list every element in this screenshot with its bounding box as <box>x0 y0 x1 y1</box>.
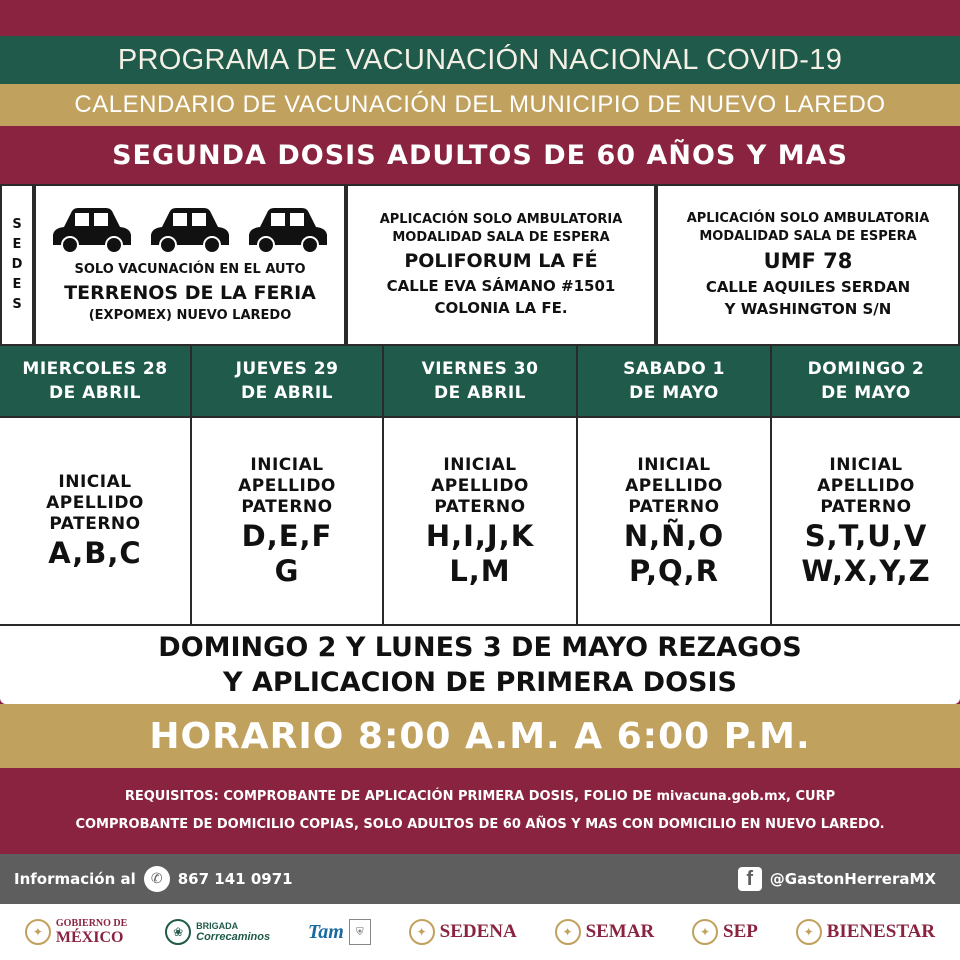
day-body <box>578 418 770 624</box>
letters: D,E,F <box>241 518 333 553</box>
letters: W,X,Y,Z <box>801 553 931 588</box>
day-month: DE ABRIL <box>433 383 526 403</box>
brigada-name: Correcaminos <box>196 931 271 943</box>
day-header <box>772 346 960 416</box>
brigada-small: BRIGADA <box>196 921 239 931</box>
brigada-logo <box>165 919 270 945</box>
surname-label: APELLIDO <box>46 493 144 513</box>
requirements <box>0 768 960 854</box>
day-column <box>0 346 190 626</box>
day-column <box>384 346 576 626</box>
sedes-letter: S <box>12 217 22 232</box>
eagle-seal-icon: ✦ <box>25 919 51 945</box>
paternal-label: PATERNO <box>49 514 141 534</box>
day-body <box>772 418 960 624</box>
venue-poliforum <box>348 186 654 344</box>
venue-mode: SOLO VACUNACIÓN EN EL AUTO <box>74 262 306 277</box>
venue-mode: APLICACIÓN SOLO AMBULATORIA <box>686 211 930 226</box>
day-column <box>578 346 770 626</box>
day-month: DE ABRIL <box>48 383 141 403</box>
sep-text: SEP <box>723 921 758 942</box>
logo-strip <box>0 904 960 960</box>
brigada-text <box>196 921 270 943</box>
schedule-hours: HORARIO 8:00 A.M. A 6:00 P.M. <box>0 704 960 768</box>
day-body <box>192 418 382 624</box>
info-label: Información al <box>14 870 136 888</box>
day-body <box>0 418 190 624</box>
sedena-logo <box>409 919 517 945</box>
venue-feria <box>36 186 344 344</box>
day-name: DOMINGO 2 <box>807 359 925 379</box>
requirements-line: COMPROBANTE DE DOMICILIO COPIAS, SOLO ADULTOS DE 60 AÑOS Y MAS CON DOMICILIO EN NUEVO LAREDO. <box>75 817 885 832</box>
initial-label: INICIAL <box>58 472 132 492</box>
semar-text: SEMAR <box>585 921 655 942</box>
paternal-label: PATERNO <box>434 496 526 517</box>
eagle-seal-icon: ✦ <box>409 919 435 945</box>
day-header <box>384 346 576 416</box>
venue-mode: APLICACIÓN SOLO AMBULATORIA <box>379 212 623 227</box>
letters: P,Q,R <box>629 553 719 588</box>
sedes-label <box>2 186 32 344</box>
surname-label: APELLIDO <box>431 475 529 496</box>
sedes-letter: E <box>12 277 22 292</box>
gobierno-mexico-logo <box>25 918 127 946</box>
day-name: JUEVES 29 <box>235 359 339 379</box>
shield-icon: ⛨ <box>349 919 371 945</box>
brigada-icon: ❀ <box>165 919 191 945</box>
day-header <box>578 346 770 416</box>
sedes-letter: E <box>12 237 22 252</box>
initial-label: INICIAL <box>829 454 903 475</box>
social-handle[interactable]: @GastonHerreraMX <box>769 870 936 888</box>
day-column <box>772 346 960 626</box>
whatsapp-icon: ✆ <box>144 866 170 892</box>
gobierno-text <box>56 918 127 946</box>
venue-name: POLIFORUM LA FÉ <box>404 250 598 272</box>
paternal-label: PATERNO <box>241 496 333 517</box>
sedes-row <box>0 184 960 346</box>
program-title: PROGRAMA DE VACUNACIÓN NACIONAL COVID-19 <box>0 36 960 84</box>
day-month: DE MAYO <box>629 383 719 403</box>
sedena-text: SEDENA <box>439 921 517 942</box>
venue-modality: MODALIDAD SALA DE ESPERA <box>392 230 610 245</box>
eagle-seal-icon: ✦ <box>692 919 718 945</box>
day-name: SABADO 1 <box>623 359 725 379</box>
sedes-letter: D <box>11 257 23 272</box>
day-name: VIERNES 30 <box>421 359 539 379</box>
venue-name: TERRENOS DE LA FERIA <box>64 282 316 304</box>
letters: N,Ñ,O <box>623 518 725 553</box>
day-header <box>192 346 382 416</box>
surname-label: APELLIDO <box>625 475 723 496</box>
letters: H,I,J,K <box>425 518 535 553</box>
initial-label: INICIAL <box>637 454 711 475</box>
letters: L,M <box>449 553 511 588</box>
paternal-label: PATERNO <box>820 496 912 517</box>
bienestar-text: BIENESTAR <box>826 921 936 942</box>
phone-number[interactable]: 867 141 0971 <box>177 870 293 888</box>
letters: A,B,C <box>48 536 142 570</box>
phone-info <box>14 866 293 892</box>
day-body <box>384 418 576 624</box>
facebook-icon: f <box>738 867 762 891</box>
gobierno-big: MÉXICO <box>55 929 124 946</box>
initial-label: INICIAL <box>250 454 324 475</box>
letters: S,T,U,V <box>804 518 928 553</box>
venue-umf78 <box>658 186 958 344</box>
rezagos-notice <box>0 626 960 704</box>
dose-heading: SEGUNDA DOSIS ADULTOS DE 60 AÑOS Y MAS <box>0 126 960 184</box>
letters: G <box>274 553 300 588</box>
tam-text: Tam <box>307 920 344 943</box>
surname-label: APELLIDO <box>238 475 336 496</box>
social-info <box>738 866 936 892</box>
car-icons <box>50 205 330 255</box>
paternal-label: PATERNO <box>628 496 720 517</box>
rezagos-line: Y APLICACION DE PRIMERA DOSIS <box>223 667 737 698</box>
day-column <box>192 346 382 626</box>
requirements-line: REQUISITOS: COMPROBANTE DE APLICACIÓN PRIMERA DOSIS, FOLIO DE mivacuna.gob.mx, CURP <box>124 789 836 804</box>
rezagos-line: DOMINGO 2 Y LUNES 3 DE MAYO REZAGOS <box>158 632 802 663</box>
eagle-seal-icon: ✦ <box>796 919 822 945</box>
venue-address: CALLE EVA SÁMANO #1501 <box>386 277 616 295</box>
venue-name: UMF 78 <box>763 249 853 273</box>
venue-address: (EXPOMEX) NUEVO LAREDO <box>88 308 292 323</box>
venue-address: Y WASHINGTON S/N <box>724 300 892 318</box>
bienestar-logo <box>796 919 935 945</box>
surname-label: APELLIDO <box>817 475 915 496</box>
sep-logo <box>692 919 758 945</box>
schedule-days <box>0 346 960 626</box>
day-header <box>0 346 190 416</box>
car-icon <box>50 205 134 255</box>
initial-label: INICIAL <box>443 454 517 475</box>
tamaulipas-logo <box>308 919 371 945</box>
day-name: MIERCOLES 28 <box>22 359 168 379</box>
car-icon <box>148 205 232 255</box>
venue-modality: MODALIDAD SALA DE ESPERA <box>699 229 917 244</box>
top-strip <box>0 0 960 36</box>
eagle-seal-icon: ✦ <box>555 919 581 945</box>
gobierno-small: GOBIERNO DE <box>55 918 128 929</box>
venue-address: COLONIA LA FE. <box>434 299 568 317</box>
car-icon <box>246 205 330 255</box>
contact-bar <box>0 854 960 904</box>
calendar-subtitle: CALENDARIO DE VACUNACIÓN DEL MUNICIPIO DE NUEVO LAREDO <box>0 84 960 126</box>
venue-address: CALLE AQUILES SERDAN <box>705 278 911 296</box>
day-month: DE MAYO <box>821 383 911 403</box>
day-month: DE ABRIL <box>240 383 333 403</box>
sedes-letter: S <box>12 297 22 312</box>
semar-logo <box>555 919 655 945</box>
